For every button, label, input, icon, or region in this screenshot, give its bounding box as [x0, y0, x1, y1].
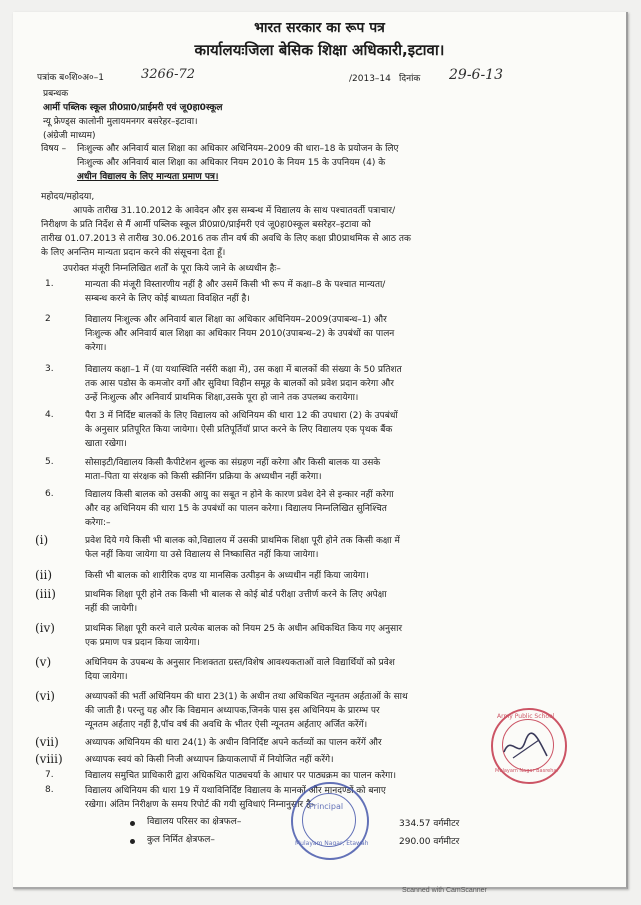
addressee-line: (अंग्रेजी माध्यम): [43, 131, 96, 141]
roman-line: प्राथमिक शिक्षा पूरी करने वाले प्रत्येक बालक को नियम 25 के अधीन अधिकथित किय गए अनुसार: [85, 624, 403, 634]
subject-line: निःशुल्क और अनिवार्य बाल शिक्षा का अधिकार नियम 2010 के नियम 15 के उपनियम (4) के: [77, 158, 386, 168]
roman-number: (vi): [35, 689, 55, 703]
condition-line: विद्यालय अधिनियम की धारा 19 में यथाविनिर्दिष्ट विद्यालय के मानकों और मानदण्डों को बनाए: [85, 786, 386, 796]
condition-line: सोसाइटी/विद्यालय किसी कैपीटेशन शुल्क का संग्रहण नहीं करेगा और किसी बालक या उसके: [85, 458, 381, 468]
salutation: महोदय/महोदया,: [41, 192, 95, 202]
letterhead-line-2: कार्यालयःजिला बेसिक शिक्षा अधिकारी,इटावा।: [194, 41, 445, 59]
addressee-line: न्यू फ्रेण्ड्स कालोनी मुलायमनगर बसरेहर–इटावा।: [43, 117, 198, 127]
roman-line: की जाती है। परन्तु यह और कि विद्यमान अध्यापक,जिनके पास इस अधिनियम के प्रारम्भ पर: [85, 706, 380, 716]
condition-line: निःशुल्क और अनिवार्य बाल शिक्षा का अधिकार नियम 2010(उपाबन्ध–2) के उपबंधों का पालन: [85, 329, 395, 339]
condition-line: विद्यालय किसी बालक को उसकी आयु का सबूत न होने के कारण प्रवेश देने से इन्कार नहीं करेगा: [85, 490, 394, 500]
condition-line: पैरा 3 में निर्दिष्ट बालकों के लिए विद्यालय को अधिनियम की धारा 12 की उपधारा (2) के उपबंधों: [85, 411, 398, 421]
condition-line: और वह अधिनियम की धारा 15 के उपबंधों का पालन करेगा। विद्यालय निम्नलिखित सुनिश्चित: [85, 504, 387, 514]
bullet-icon: [130, 839, 135, 844]
condition-line: करेगा।: [85, 343, 107, 353]
roman-line: अध्यापक स्वयं को किसी निजी अध्यापन क्रियाकलापों में नियोजित नहीं करेंगे।: [85, 755, 334, 765]
condition-line: करेगा:–: [85, 518, 111, 528]
addressee-line: प्रबन्धक: [43, 89, 69, 99]
roman-line: एक प्रमाण पत्र प्रदान किया जायेगा।: [85, 638, 200, 648]
body-line: निरीक्षण के प्रति निर्देश से मैं आर्मी पब्लिक स्कूल प्री0प्रा0/प्राईमरी एवं जू0हा0स्कूल बसरेहर–इटावा को: [41, 220, 371, 230]
condition-number: 6.: [45, 489, 54, 499]
addressee-line: आर्मी पब्लिक स्कूल प्री0प्रा0/प्राईमरी एवं जू0हा0स्कूल: [43, 103, 223, 113]
condition-number: 3.: [45, 364, 54, 374]
stamp-text: Army Public School: [497, 713, 555, 720]
document-page: [13, 12, 628, 889]
signature-icon: [501, 730, 551, 764]
stamp-text: Mulayam Nagar Basrehar: [495, 768, 559, 774]
ref-session: /2013–14: [349, 74, 391, 84]
subject-label: विषय –: [41, 144, 67, 154]
principal-stamp-icon: [291, 782, 369, 860]
ref-number: 3266-72: [141, 67, 196, 82]
roman-number: (iv): [35, 621, 55, 635]
condition-number: 8.: [45, 785, 54, 795]
roman-line: प्रवेश दिये गये किसी भी बालक को,विद्यालय में उसकी प्राथमिक शिक्षा पूरी होने तक किसी कक्षा में: [85, 536, 400, 546]
condition-line: रखेगा। अंतिम निरीक्षण के समय रिपोर्ट की गयी सुविधाएं निम्नानुसार है–: [85, 800, 316, 810]
body-line: के लिए अनन्तिम मान्यता प्रदान करने की संसूचना देता हूँ।: [41, 248, 226, 258]
condition-line: तक आस पडोस के कमजोर वर्गो और सुविधा विहीन समूह के बालकों को प्रवेश प्रदान करेगा और: [85, 379, 394, 389]
stamp-text: Mulayam Nagar, Etawah: [295, 840, 369, 847]
roman-number: (iii): [35, 587, 56, 601]
roman-number: (vii): [35, 735, 59, 749]
condition-line: विद्यालय निःशुल्क और अनिवार्य बाल शिक्षा का अधिकार अधिनियम–2009(उपाबन्ध–1) और: [85, 315, 387, 325]
stamp-text: Principal: [309, 802, 344, 811]
facility-label: कुल निर्मित क्षेत्रफल–: [147, 835, 215, 845]
body-line: तारीख 01.07.2013 से तारीख 30.06.2016 तक तीन वर्ष की अवधि के लिए कक्षा प्री0प्राथमिक से आठ तक: [41, 234, 411, 244]
condition-line: विद्यालय समुचित प्राधिकारी द्वारा अधिकथित पाठ्यचर्या के आधार पर पाठ्यक्रम का पालन करेगा।: [85, 771, 396, 781]
bullet-icon: [130, 821, 135, 826]
roman-number: (v): [35, 655, 52, 669]
condition-number: 1.: [45, 279, 54, 289]
roman-number: (i): [35, 533, 49, 547]
facility-label: विद्यालय परिसर का क्षेत्रफल–: [147, 817, 242, 827]
condition-line: उन्हें निःशुल्क और अनिवार्य प्राथमिक शिक्षा,उसके पूरा हो जाने तक उपलब्ध करायेगा।: [85, 393, 359, 403]
ref-date-label: दिनांक: [399, 74, 421, 84]
condition-number: 5.: [45, 457, 54, 467]
roman-line: अधिनियम के उपबन्ध के अनुसार निःशक्तता ग्रस्त/विशेष आवश्यकताओं वाले विद्यार्थियों को प्रवेश: [85, 658, 395, 668]
roman-number: (viii): [35, 752, 63, 766]
ref-prefix: पत्रांक ब०शि०अ०–1: [37, 73, 104, 83]
letterhead-line-1: भारत सरकार का रूप पत्र: [254, 20, 385, 36]
body-line: उपरोक्त मंजूरी निम्नलिखित शर्तों के पूरा किये जाने के अध्यधीन हैः–: [63, 264, 281, 274]
condition-line: विद्यालय कक्षा–1 में (या यथास्थिति नर्सरी कक्षा में), उस कक्षा में बालकों की संख्या के 50 प्रतिशत: [85, 365, 402, 375]
subject-line: निःशुल्क और अनिवार्य बाल शिक्षा का अधिकार अधिनियम–2009 की धारा–18 के प्रयोजन के लिए: [77, 144, 399, 154]
scanner-watermark: Scanned with CamScanner: [402, 887, 487, 894]
roman-line: अध्यापक अधिनियम की धारा 24(1) के अधीन विनिर्दिष्ट अपने कर्तव्यों का पालन करेंगें और: [85, 738, 382, 748]
condition-line: के अनुसार प्रतिपूरित किया जायेगा। ऐसी प्रतिपूर्तियॉ प्राप्त करने के लिए विद्यालय एक पृथक बैंक: [85, 425, 393, 435]
roman-line: अध्यापकों की भर्ती अधिनियम की धारा 23(1) के अधीन तथा अधिकथित न्यूनतम अर्हताओं के साथ: [85, 692, 408, 702]
body-line: आपके तारीख 31.10.2012 के आवेदन और इस सम्बन्ध में विद्यालय के साथ पश्चातवर्ती पत्राचार/: [73, 206, 396, 216]
roman-line: फेल नहीं किया जायेगा या उसे विद्यालय से निष्कासित नहीं किया जायेगा।: [85, 550, 319, 560]
roman-line: दिया जायेगा।: [85, 672, 128, 682]
ref-date-value: 29-6-13: [449, 67, 503, 83]
condition-number: 7.: [45, 770, 54, 780]
roman-line: नहीं की जायेगी।: [85, 604, 138, 614]
roman-line: किसी भी बालक को शारीरिक दण्ड या मानसिक उत्पीड़न के अध्यधीन नहीं किया जायेगा।: [85, 571, 369, 581]
condition-number: 2: [45, 314, 51, 324]
roman-line: प्राथमिक शिक्षा पूरी होने तक किसी भी बालक से कोई बोर्ड परीक्षा उत्तीर्ण करने के लिए अपेक्षा: [85, 590, 387, 600]
condition-line: मान्यता की मंजूरी विस्तारणीय नहीं है और उसमें किसी भी रूप में कक्षा–8 के पश्चात मान्यता/: [85, 280, 386, 290]
condition-line: माता–पिता या संरक्षक को किसी स्क्रीनिंग प्रक्रिया के अध्यधीन नहीं करेगा।: [85, 472, 322, 482]
facility-value: 334.57 वर्गमीटर: [399, 819, 460, 829]
roman-number: (ii): [35, 568, 53, 582]
roman-line: न्यूनतम अर्हताए नहीं है,पॉच वर्ष की अवधि के भीतर ऐसी न्यूनतम अर्हताए अर्जित करेंगें।: [85, 720, 368, 730]
condition-line: खाता रखेगा।: [85, 439, 127, 449]
condition-number: 4.: [45, 410, 54, 420]
facility-value: 290.00 वर्गमीटर: [399, 837, 460, 847]
subject-line: अधीन विद्यालय के लिए मान्यता प्रमाण पत्र।: [77, 172, 219, 182]
condition-line: सम्बन्ध करने के लिए कोई बाध्यता विवक्षित नहीं है।: [85, 294, 250, 304]
